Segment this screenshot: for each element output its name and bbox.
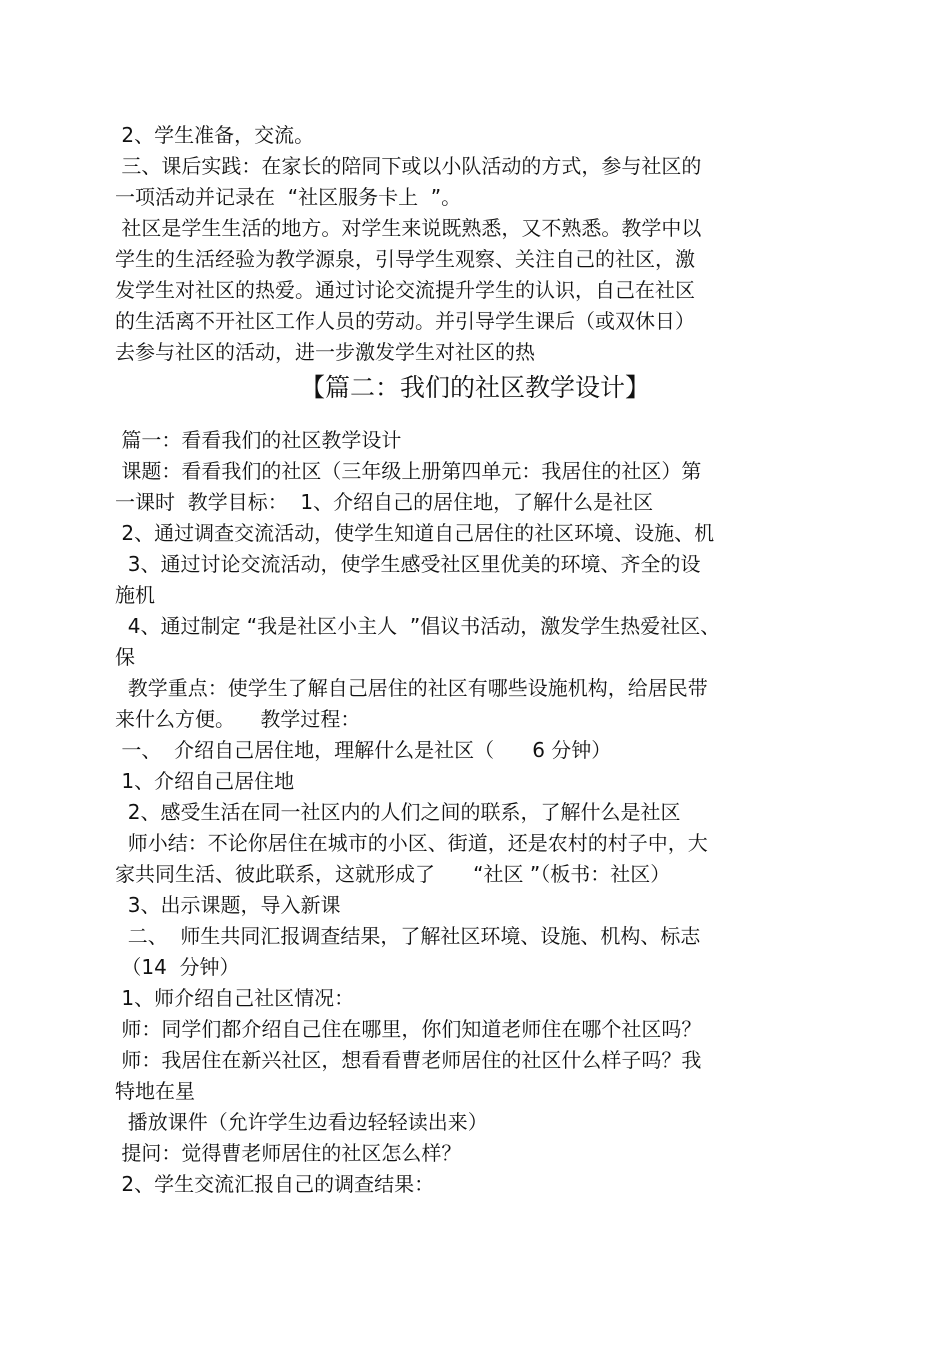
paragraph-line: 三、课后实践：在家长的陪同下或以小队活动的方式，参与社区的	[115, 154, 702, 178]
paragraph-line: 3、出示课题，导入新课	[115, 893, 341, 917]
paragraph-line: 去参与社区的活动，进一步激发学生对社区的热	[115, 340, 535, 364]
paragraph-line: 一项活动并记录在 “社区服务卡上 ”。	[115, 185, 462, 209]
paragraph-line: 学生的生活经验为教学源泉，引导学生观察、关注自己的社区，激	[115, 247, 695, 271]
paragraph-line: 施机	[115, 583, 155, 607]
paragraph-line: 师小结：不论你居住在城市的小区、街道，还是农村的村子中，大	[115, 831, 708, 855]
paragraph-line: 教学重点：使学生了解自己居住的社区有哪些设施机构，给居民带	[115, 676, 708, 700]
paragraph-line: 提问：觉得曹老师居住的社区怎么样？	[115, 1141, 462, 1165]
paragraph-line: 2、感受生活在同一社区内的人们之间的联系，了解什么是社区	[115, 800, 681, 824]
paragraph-line: 保	[115, 645, 135, 669]
paragraph-line: 社区是学生生活的地方。对学生来说既熟悉，又不熟悉。教学中以	[115, 216, 702, 240]
paragraph-line: 课题：看看我们的社区（三年级上册第四单元：我居住的社区）第	[115, 459, 702, 483]
section-heading: 【篇二：我们的社区教学设计】	[299, 373, 650, 402]
paragraph-line: 1、介绍自己居住地	[115, 769, 295, 793]
paragraph-line: 二、 师生共同汇报调查结果，了解社区环境、设施、机构、标志	[115, 924, 701, 948]
paragraph-line: 发学生对社区的热爱。通过讨论交流提升学生的认识，自己在社区	[115, 278, 695, 302]
paragraph-line: 播放课件（允许学生边看边轻轻读出来）	[115, 1110, 488, 1134]
paragraph-line: 家共同生活、彼此联系，这就形成了 “社区 ”（板书：社区）	[115, 862, 671, 886]
paragraph-line: 2、学生准备，交流。	[115, 123, 315, 147]
paragraph-line: 来什么方便。 教学过程：	[115, 707, 361, 731]
paragraph-line: 师：同学们都介绍自己住在哪里，你们知道老师住在哪个社区吗？	[115, 1017, 702, 1041]
paragraph-line: 一、 介绍自己居住地，理解什么是社区（ 6 分钟）	[115, 738, 612, 762]
paragraph-line: 的生活离不开社区工作人员的劳动。并引导学生课后（或双休日）	[115, 309, 695, 333]
paragraph-line: 4、通过制定 “我是社区小主人 ”倡议书活动，激发学生热爱社区、	[115, 614, 721, 638]
paragraph-line: 师：我居住在新兴社区，想看看曹老师居住的社区什么样子吗？我	[115, 1048, 702, 1072]
paragraph-line: 2、学生交流汇报自己的调查结果：	[115, 1172, 435, 1196]
paragraph-line: 特地在星	[115, 1079, 195, 1103]
paragraph-line: 一课时 教学目标： 1、介绍自己的居住地，了解什么是社区	[115, 490, 654, 514]
paragraph-line: 1、师介绍自己社区情况：	[115, 986, 355, 1010]
paragraph-line: 篇一：看看我们的社区教学设计	[115, 428, 402, 452]
paragraph-line: 2、通过调查交流活动，使学生知道自己居住的社区环境、设施、机	[115, 521, 715, 545]
paragraph-line: 3、通过讨论交流活动，使学生感受社区里优美的环境、齐全的设	[115, 552, 701, 576]
paragraph-line: （14 分钟）	[115, 955, 240, 979]
